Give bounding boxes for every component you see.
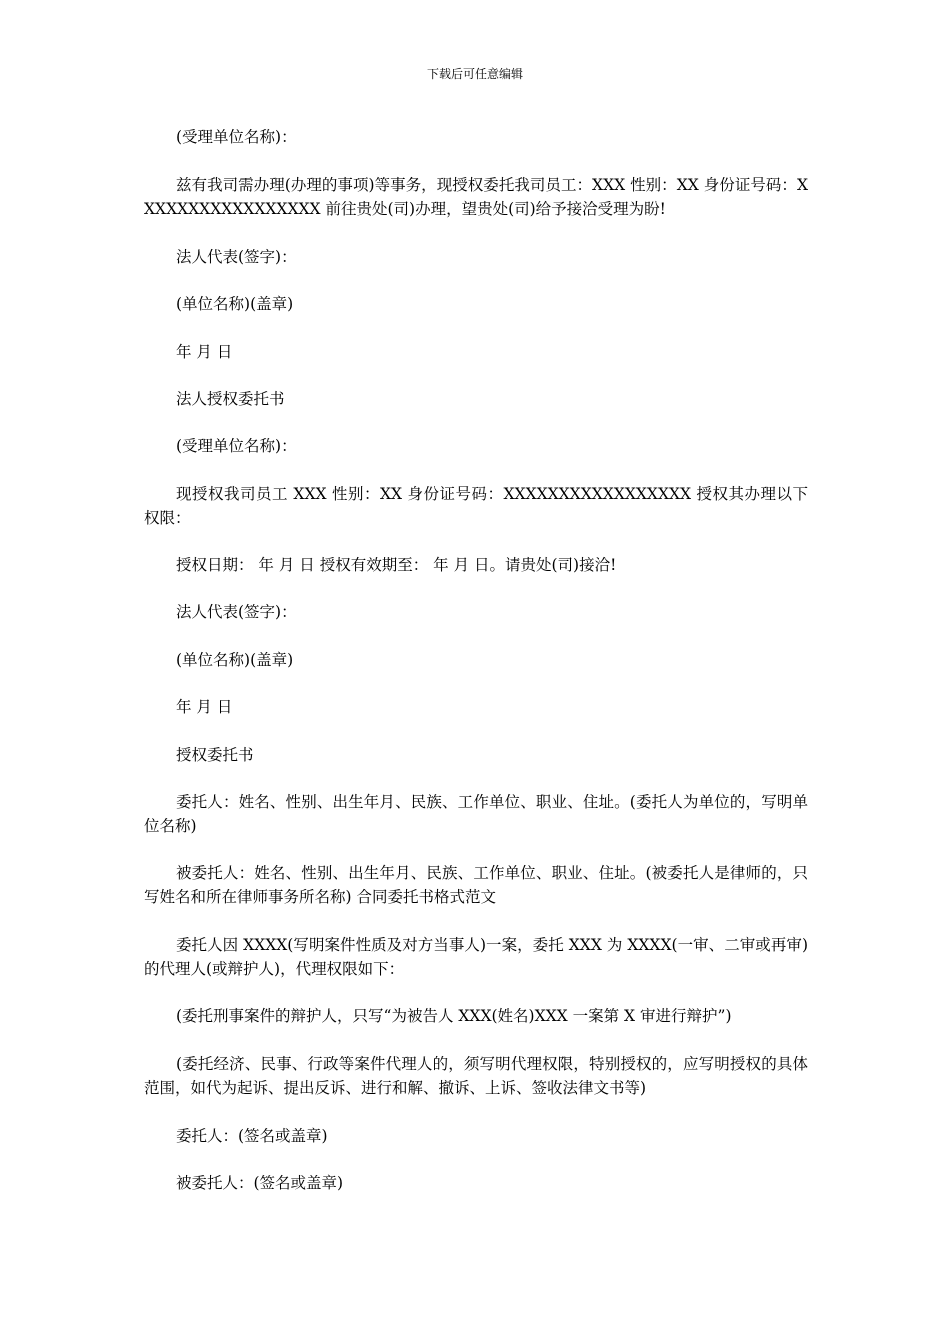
paragraph-agent-signature: 被委托人：(签名或盖章): [176, 1174, 344, 1192]
section-title-power-of-attorney: 授权委托书: [176, 746, 254, 764]
paragraph-addressee: (受理单位名称)：: [176, 128, 297, 146]
paragraph-date: 年 月 日: [176, 343, 233, 361]
paragraph-authorization-scope: 现授权我司员工 XXX 性别：XX 身份证号码：XXXXXXXXXXXXXXXXX 授权其办理以下权限：: [144, 485, 808, 527]
paragraph-company-seal-2: (单位名称)(盖章): [176, 651, 294, 669]
paragraph-principal: 委托人：姓名、性别、出生年月、民族、工作单位、职业、住址。(委托人为单位的，写明单位名称): [144, 793, 808, 835]
paragraph-authorization-period: 授权日期： 年 月 日 授权有效期至： 年 月 日。请贵处(司)接洽!: [176, 556, 617, 574]
paragraph-authorization-statement: 兹有我司需办理(办理的事项)等事务，现授权委托我司员工：XXX 性别：XX 身份证号码：XXXXXXXXXXXXXXXXX 前往贵处(司)办理，望贵处(司)给予接洽受理为盼!: [144, 176, 808, 218]
section-title-legal-authorization: 法人授权委托书: [176, 390, 285, 408]
paragraph-date-2: 年 月 日: [176, 698, 233, 716]
paragraph-agent: 被委托人：姓名、性别、出生年月、民族、工作单位、职业、住址。(被委托人是律师的，只写姓名和所在律师事务所名称) 合同委托书格式范文: [144, 864, 808, 906]
paragraph-addressee-2: (受理单位名称)：: [176, 437, 297, 455]
page-header-note: 下载后可任意编辑: [426, 67, 523, 81]
paragraph-legal-rep-signature-2: 法人代表(签字)：: [176, 603, 297, 621]
paragraph-case-delegation: 委托人因 XXXX(写明案件性质及对方当事人)一案，委托 XXX 为 XXXX(一审、二审或再审)的代理人(或辩护人)，代理权限如下：: [144, 936, 808, 978]
paragraph-civil-agent-note: (委托经济、民事、行政等案件代理人的，须写明代理权限，特别授权的，应写明授权的具体范围，如代为起诉、提出反诉、进行和解、撤诉、上诉、签收法律文书等): [144, 1055, 808, 1097]
paragraph-legal-rep-signature: 法人代表(签字)：: [176, 248, 297, 266]
paragraph-company-seal: (单位名称)(盖章): [176, 295, 294, 313]
paragraph-criminal-defense-note: (委托刑事案件的辩护人，只写“为被告人 XXX(姓名)XXX 一案第 X 审进行辩护”): [176, 1007, 732, 1025]
paragraph-principal-signature: 委托人：(签名或盖章): [176, 1127, 328, 1145]
